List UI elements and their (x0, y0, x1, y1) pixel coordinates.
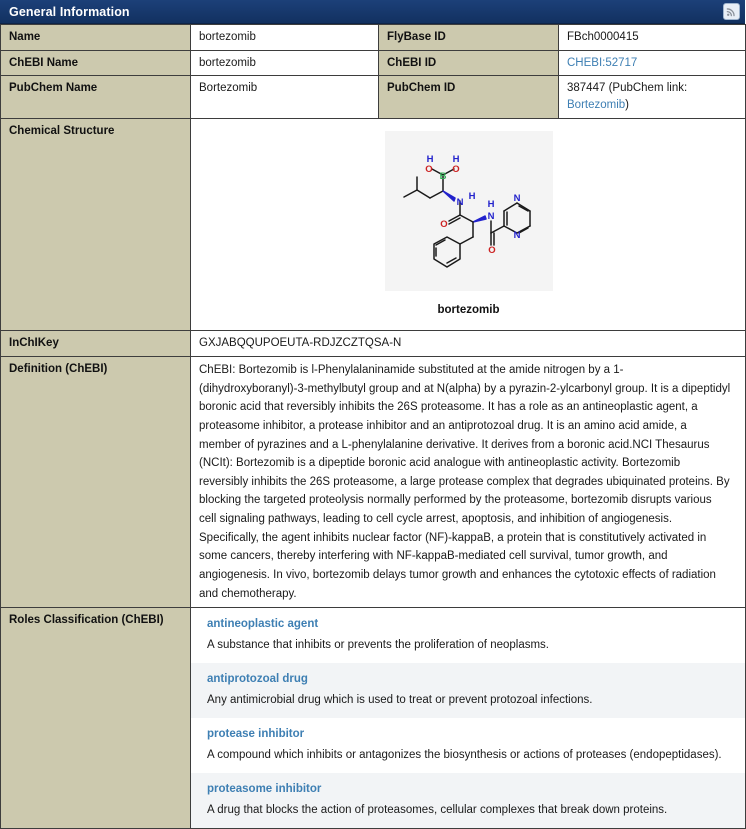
svg-text:N: N (513, 192, 520, 204)
list-item (191, 773, 745, 828)
row-label-definition: Definition (ChEBI) (1, 357, 191, 608)
row-label-chebi-id: ChEBI ID (379, 50, 559, 76)
row-label-inchikey: InChIKey (1, 331, 191, 357)
list-item (191, 663, 745, 718)
svg-text:N: N (456, 196, 463, 208)
page-title: General Information (9, 4, 130, 19)
row-label-flybase-id: FlyBase ID (379, 25, 559, 51)
row-value-chemical-structure (191, 118, 746, 331)
role-description: Any antimicrobial drug which is used to treat or prevent protozoal infections. (207, 693, 593, 706)
chemical-structure-image (385, 131, 553, 291)
row-value-chebi-id (559, 50, 746, 76)
role-description: A substance that inhibits or prevents the proliferation of neoplasms. (207, 638, 550, 651)
row-label-roles-classification: Roles Classification (ChEBI) (1, 608, 191, 829)
svg-text:O: O (424, 163, 433, 175)
table-row (1, 608, 746, 829)
row-label-pubchem-id: PubChem ID (379, 76, 559, 118)
chebi-id-link[interactable]: CHEBI:52717 (567, 56, 638, 69)
pubchem-id-prefix: 387447 (PubChem link: (567, 82, 688, 95)
role-link[interactable]: proteasome inhibitor (207, 783, 322, 796)
role-link[interactable]: protease inhibitor (207, 728, 305, 741)
svg-text:O: O (487, 244, 496, 256)
table-row (1, 25, 746, 51)
panel-header (0, 0, 745, 24)
roles-classification-list (191, 608, 746, 829)
row-label-chebi-name: ChEBI Name (1, 50, 191, 76)
list-item (191, 718, 745, 773)
svg-text:H: H (468, 190, 475, 202)
role-link[interactable]: antineoplastic agent (207, 618, 319, 631)
row-label-name: Name (1, 25, 191, 51)
table-row (1, 331, 746, 357)
row-value-pubchem-name: Bortezomib (191, 76, 379, 118)
svg-text:O: O (439, 218, 448, 230)
svg-text:O: O (451, 163, 460, 175)
role-description: A drug that blocks the action of proteasomes, cellular complexes that break down proteins. (207, 804, 668, 817)
pubchem-link[interactable]: Bortezomib (567, 99, 626, 112)
table-row (1, 357, 746, 608)
pubchem-id-suffix: ) (625, 99, 630, 112)
role-link[interactable]: antiprotozoal drug (207, 673, 308, 686)
svg-text:B: B (439, 170, 446, 182)
row-value-inchikey: GXJABQQUPOEUTA-RDJZCZTQSA-N (191, 331, 746, 357)
general-information-table (0, 24, 746, 829)
row-value-name: bortezomib (191, 25, 379, 51)
row-value-pubchem-id (559, 76, 746, 118)
table-row (1, 50, 746, 76)
table-row (1, 118, 746, 331)
row-label-chemical-structure: Chemical Structure (1, 118, 191, 331)
row-label-pubchem-name: PubChem Name (1, 76, 191, 118)
svg-text:H: H (452, 153, 459, 165)
svg-text:N: N (487, 210, 494, 222)
structure-caption: bortezomib (437, 303, 500, 316)
list-item (191, 608, 745, 663)
svg-text:H: H (487, 198, 494, 210)
svg-text:N: N (513, 229, 520, 241)
row-value-chebi-name: bortezomib (191, 50, 379, 76)
table-row (1, 76, 746, 118)
rss-feed-icon[interactable] (723, 3, 740, 20)
row-value-flybase-id: FBch0000415 (559, 25, 746, 51)
role-description: A compound which inhibits or antagonizes the biosynthesis or actions of proteases (endopeptidases). (207, 748, 722, 761)
svg-text:H: H (426, 153, 433, 165)
definition-text: ChEBI: Bortezomib is l-Phenylalaninamide substituted at the amide nitrogen by a 1-(dihydroxyboranyl)-3-methylbutyl group and at N(alpha) by a pyrazin-2-ylcarbonyl group. It is a dipeptidyl boronic acid that reversibly inhibits the 26S proteasome. It has a role as an antineoplastic agent, a proteasome inhibitor, a protease inhibitor and an antiprotozoal drug. It is an amino acid amide, a member of pyrazines and a L-phenylalanine derivative. It derives from a boronic acid.NCI Thesaurus (NCIt): Bortezomib is a dipeptide boronic acid analogue with antineoplastic activity. Bortezomib reversibly inhibits the 26S proteasome, a large protease complex that degrades ubiquinated proteins. By blocking the targeted proteolysis normally performed by the proteasome, bortezomib disrupts various cell signaling pathways, leading to cell cycle arrest, apoptosis, and inhibition of angiogenesis. Specifically, the agent inhibits nuclear factor (NF)-kappaB, a protein that is constitutively activated in some cancers, thereby interfering with NF-kappaB-mediated cell survival, tumor growth, and angiogenesis. In vivo, bortezomib delays tumor growth and enhances the cytotoxic effects of radiation and chemotherapy. (199, 364, 731, 600)
